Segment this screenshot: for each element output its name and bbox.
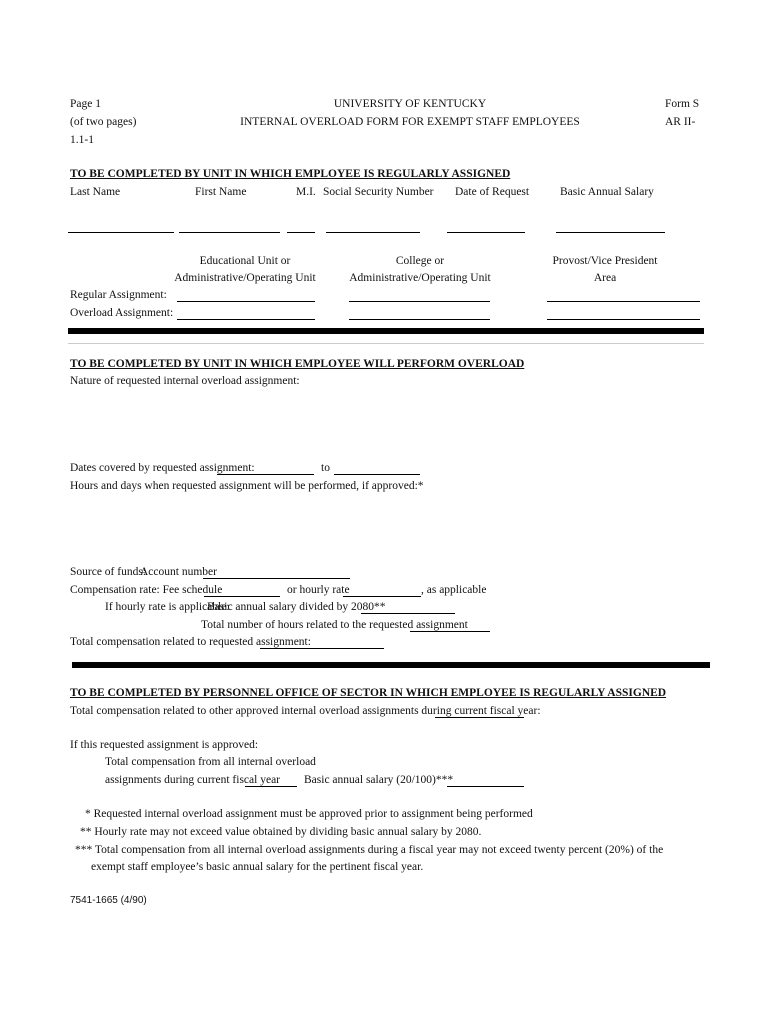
basic-divided-field[interactable] [361, 613, 455, 614]
basic-divided-label: Basic annual salary divided by 2080** [207, 601, 386, 613]
edu-unit-label-1: Educational Unit or [199, 255, 291, 267]
basic-annual-label: Basic annual salary (20/100)*** [304, 774, 454, 786]
hourly-rate-field[interactable] [343, 596, 421, 597]
total-other-label: Total compensation related to other approved internal overload assignments during current fiscal year: [70, 705, 541, 717]
section-number: 1.1-1 [70, 134, 94, 146]
total-comp-field[interactable] [260, 648, 384, 649]
account-number-label: Account number [140, 566, 217, 578]
as-applicable-label: , as applicable [421, 584, 487, 596]
overload-edu-unit-field[interactable] [177, 319, 315, 320]
total-other-field[interactable] [435, 717, 524, 718]
section-divider-2 [72, 662, 710, 668]
basic-salary-field[interactable] [556, 232, 665, 233]
date-of-request-label: Date of Request [455, 186, 530, 198]
dates-from-field[interactable] [217, 474, 314, 475]
section2-heading: TO BE COMPLETED BY UNIT IN WHICH EMPLOYEE WILL PERFORM OVERLOAD [70, 358, 525, 370]
form-number: 7541-1665 (4/90) [70, 895, 147, 906]
total-hours-label: Total number of hours related to the requested assignment [201, 619, 468, 631]
ssn-field[interactable] [326, 232, 420, 233]
account-number-field[interactable] [203, 578, 350, 579]
footnote-3: *** Total compensation from all internal overload assignments during a fiscal year may not exceed twenty percent (20%) of the [75, 844, 664, 856]
dates-to-label: to [321, 462, 330, 474]
regular-edu-unit-field[interactable] [177, 301, 315, 302]
last-name-label: Last Name [70, 186, 121, 198]
university-name: UNIVERSITY OF KENTUCKY [333, 98, 487, 110]
date-of-request-field[interactable] [447, 232, 525, 233]
dates-label: Dates covered by requested assignment: [70, 462, 255, 474]
footnote-2: ** Hourly rate may not exceed value obtained by dividing basic annual salary by 2080. [80, 826, 482, 838]
basic-salary-label: Basic Annual Salary [560, 186, 654, 198]
if-approved-label: If this requested assignment is approved: [70, 739, 259, 751]
source-funds-label: Source of funds: [70, 566, 147, 578]
total-from-label-1: Total compensation from all internal overload [105, 756, 316, 768]
last-name-field[interactable] [68, 232, 174, 233]
first-name-field[interactable] [179, 232, 280, 233]
basic-annual-field[interactable] [447, 786, 524, 787]
form-code: Form S [665, 98, 700, 110]
college-label-1: College or [395, 255, 445, 267]
first-name-label: First Name [195, 186, 247, 198]
faint-divider [68, 343, 704, 344]
hourly-rate-label: or hourly rate [287, 584, 350, 596]
mi-field[interactable] [287, 232, 315, 233]
regular-college-field[interactable] [349, 301, 490, 302]
regular-assignment-label: Regular Assignment: [70, 289, 167, 301]
regular-provost-field[interactable] [547, 301, 700, 302]
provost-label-2: Area [593, 272, 617, 284]
comp-rate-label: Compensation rate: Fee schedule [70, 584, 223, 596]
overload-assignment-label: Overload Assignment: [70, 307, 174, 319]
ar-code: AR II- [665, 116, 696, 128]
overload-provost-field[interactable] [547, 319, 700, 320]
fee-schedule-field[interactable] [204, 596, 280, 597]
nature-label: Nature of requested internal overload assignment: [70, 375, 300, 387]
section1-heading: TO BE COMPLETED BY UNIT IN WHICH EMPLOYEE IS REGULARLY ASSIGNED [70, 168, 511, 180]
total-from-field[interactable] [245, 786, 297, 787]
college-label-2: Administrative/Operating Unit [349, 272, 491, 284]
if-hourly-label: If hourly rate is applicable: [105, 601, 230, 613]
page-count: (of two pages) [70, 116, 137, 128]
ssn-label: Social Security Number [323, 186, 434, 198]
mi-label: M.I. [296, 186, 316, 198]
form-title: INTERNAL OVERLOAD FORM FOR EXEMPT STAFF EMPLOYEES [240, 116, 580, 128]
footnote-1: * Requested internal overload assignment must be approved prior to assignment being performed [85, 808, 533, 820]
total-comp-label: Total compensation related to requested assignment: [70, 636, 311, 648]
provost-label-1: Provost/Vice President [552, 255, 658, 267]
section-divider [68, 328, 704, 334]
dates-to-field[interactable] [334, 474, 420, 475]
total-hours-field[interactable] [410, 631, 490, 632]
total-from-label-2: assignments during current fiscal year [105, 774, 280, 786]
overload-college-field[interactable] [349, 319, 490, 320]
section3-heading: TO BE COMPLETED BY PERSONNEL OFFICE OF SECTOR IN WHICH EMPLOYEE IS REGULARLY ASSIGNED [70, 687, 667, 699]
hours-label: Hours and days when requested assignment will be performed, if approved:* [70, 480, 424, 492]
edu-unit-label-2: Administrative/Operating Unit [174, 272, 316, 284]
page-number: Page 1 [70, 98, 101, 110]
footnote-3b: exempt staff employee’s basic annual salary for the pertinent fiscal year. [91, 861, 424, 873]
